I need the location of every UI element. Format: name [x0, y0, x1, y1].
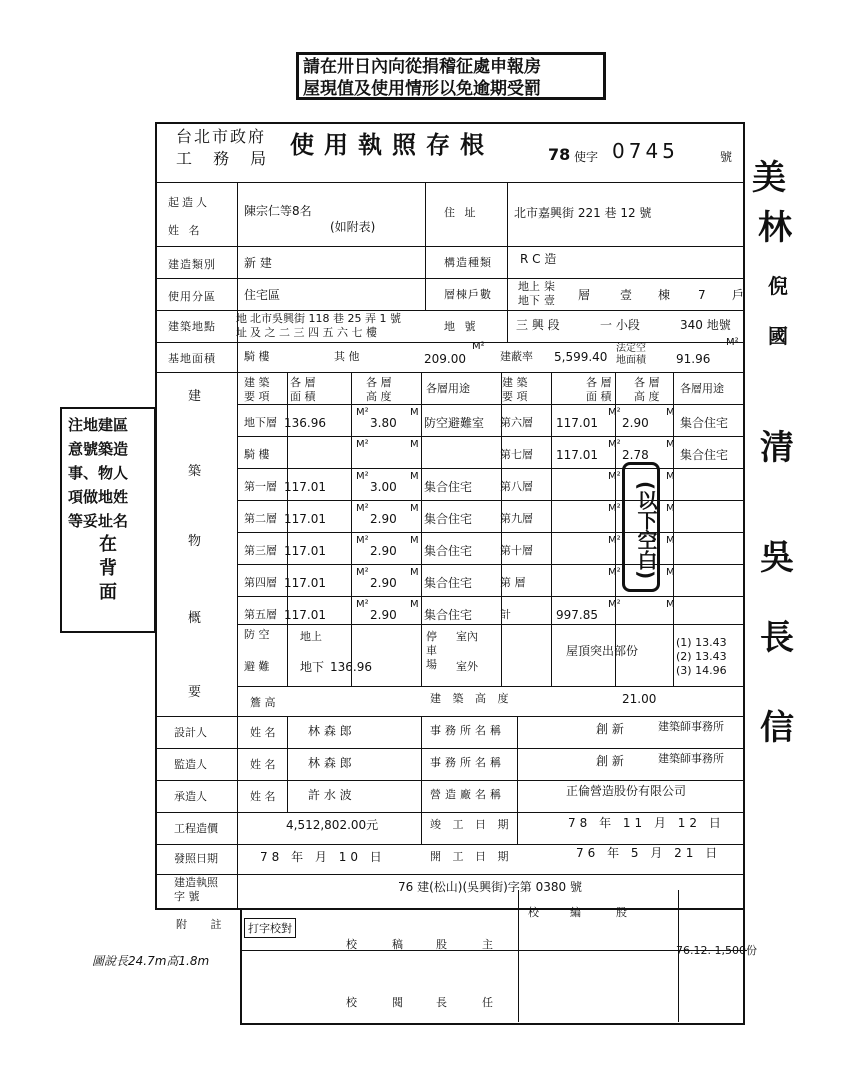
floor-name: 第六層	[500, 416, 533, 429]
typist-check: 打字校對	[244, 918, 296, 938]
unit-m2: M²	[356, 599, 369, 610]
location-prefix: 地	[236, 312, 247, 325]
unit-m2: M²	[472, 341, 485, 352]
handwriting-char: 林	[758, 208, 792, 248]
office-label: 事務所名稱	[430, 724, 505, 737]
building-type: 新 建	[244, 256, 272, 270]
below-ground: 地下	[518, 294, 540, 307]
doc-title: 使用執照存根	[290, 131, 494, 159]
contractor-company: 正倫營造股份有限公司	[566, 784, 687, 798]
check-cell: 稿	[392, 938, 403, 951]
check-cell: 主	[482, 938, 493, 951]
applicant-note: (如附表)	[330, 220, 376, 234]
building-height-label: 建 築 高 度	[430, 692, 513, 705]
unit-m: M	[410, 599, 419, 610]
floor-area: 117.01	[284, 608, 326, 622]
side-note-tail: 在	[99, 534, 117, 555]
floor-area: 117.01	[556, 416, 598, 430]
shelter-label: 防 空	[244, 628, 270, 641]
complete-label: 竣 工 日 期	[430, 818, 513, 831]
handwriting-char: 倪	[768, 274, 788, 298]
floor-area: 117.01	[284, 544, 326, 558]
floor-area: 997.85	[556, 608, 598, 622]
unit-word: 戶	[732, 288, 745, 302]
unit-m2: M²	[608, 535, 621, 546]
shelter-above: 地上	[300, 630, 322, 643]
floor-height: 3.00	[370, 480, 397, 494]
start-date: 76 年 5 月 21 日	[576, 846, 722, 860]
floor-height: 3.80	[370, 416, 397, 430]
unit-m: M	[666, 599, 675, 610]
legal-area-label: 法定空	[616, 343, 646, 354]
permit-label: 建造執照	[174, 876, 218, 889]
floor-use: 集合住宅	[424, 576, 473, 590]
legal-area: 91.96	[676, 352, 711, 366]
handwriting-char: 長	[760, 618, 794, 658]
blank-stamp: (以下空白)	[622, 462, 660, 592]
lot-district: 三 興 段	[516, 318, 560, 332]
side-note-line: 項做地姓	[68, 488, 129, 506]
notice-line-2: 屋現值及使用情形以免逾期受罰	[303, 79, 541, 99]
floors-header: 要 項	[244, 390, 270, 403]
location-address-2: 及 之 二 三 四 五 六 七 樓	[250, 326, 377, 339]
floor-use: 集合住宅	[424, 512, 473, 526]
floor-name: 地下層	[244, 416, 277, 429]
supervisor-label: 監造人	[174, 758, 207, 771]
applicant-name: 陳宗仁等8名	[244, 204, 312, 218]
unit-m: M	[666, 439, 675, 450]
handwriting-char: 吳	[760, 538, 794, 578]
floors-header: 各層用途	[426, 382, 470, 395]
applicant-label: 起造人	[168, 196, 210, 209]
permit-type: 使字	[574, 150, 599, 164]
designer-name: 林 森 郎	[308, 724, 352, 738]
supervisor-office: 創 新	[596, 754, 624, 768]
coverage-label: 建蔽率	[500, 350, 533, 363]
floors-header: 各 層	[634, 376, 660, 389]
building-count: 壹	[620, 288, 633, 302]
permit-value: 76 建(松山)(吳興街)字第 0380 號	[398, 880, 582, 894]
check-cell: 校	[346, 938, 357, 951]
lot-number: 340 地號	[680, 318, 731, 332]
other-label: 其 他	[334, 350, 360, 363]
side-note-tail: 背	[99, 558, 117, 579]
floor-name: 第一層	[244, 480, 277, 493]
permit-year: 78	[548, 145, 571, 164]
permit-suffix: 號	[720, 150, 733, 164]
vertical-label-char: 物	[188, 534, 202, 549]
shelter-label: 避 難	[244, 660, 270, 673]
floor-use: 集合住宅	[424, 608, 473, 622]
cost-label: 工程造價	[174, 822, 218, 835]
floor-area: 117.01	[284, 576, 326, 590]
eaves-label: 簷 高	[250, 696, 276, 709]
building-type-label: 建造類別	[168, 258, 216, 271]
office-label: 事務所名稱	[430, 756, 505, 769]
coverage-value: 5,599.40	[554, 350, 608, 364]
floor-name: 第九層	[500, 512, 533, 525]
handwriting-char: 國	[768, 324, 788, 348]
unit-m2: M²	[356, 439, 369, 450]
vertical-label-char: 概	[188, 611, 202, 626]
floor-use: 防空避難室	[424, 416, 485, 430]
unit-m2: M²	[608, 599, 621, 610]
shelter-below: 地下	[300, 660, 325, 674]
side-note-tail: 面	[99, 582, 117, 603]
vertical-label-char: 要	[188, 685, 202, 700]
applicant-address: 北市嘉興街 221 巷 12 號	[514, 206, 652, 220]
vertical-label-char: 築	[188, 464, 202, 479]
floor-name: 騎 樓	[244, 448, 270, 461]
lower-cell: 閱	[392, 996, 403, 1009]
footer-note: 圖說長24.7m高1.8m	[92, 954, 210, 968]
issue-date: 78 年 月 10 日	[260, 850, 386, 864]
floors-below: 壹	[544, 294, 555, 307]
supervisor-name: 林 森 郎	[308, 756, 352, 770]
unit-m: M	[666, 535, 675, 546]
site-area-label: 基地面積	[168, 352, 216, 365]
lower-cell: 任	[482, 996, 493, 1009]
floor-name: 計	[500, 608, 511, 621]
company-label: 營造廠名稱	[430, 788, 505, 801]
designer-office-suffix: 建築師事務所	[658, 720, 724, 733]
permit-number: 0745	[612, 139, 679, 163]
org-line-2: 工 務 局	[176, 149, 275, 168]
floors-header: 面 積	[586, 390, 612, 403]
unit-m: M	[666, 503, 675, 514]
check-col: 編	[570, 906, 581, 919]
applicant-name-label: 姓 名	[168, 224, 203, 237]
floors-header: 各 層	[586, 376, 612, 389]
unit-m: M	[666, 471, 675, 482]
use-zone-label: 使用分區	[168, 290, 216, 303]
unit-m2: M²	[608, 407, 621, 418]
unit-m: M	[410, 503, 419, 514]
name-label: 姓 名	[250, 758, 276, 771]
check-col: 校	[528, 906, 539, 919]
floor-area: 117.01	[556, 448, 598, 462]
floors-header: 各 層	[366, 376, 392, 389]
floors-header: 各 層	[290, 376, 316, 389]
unit-m: M	[410, 535, 419, 546]
floor-name: 第二層	[244, 512, 277, 525]
above-ground: 地上	[518, 280, 540, 293]
unit-m2: M²	[608, 439, 621, 450]
designer-office: 創 新	[596, 722, 624, 736]
contractor-name: 許 水 波	[308, 788, 352, 802]
vertical-label-char: 建	[188, 389, 202, 404]
side-note-line: 意號築造	[68, 440, 129, 458]
start-label: 開 工 日 期	[430, 850, 513, 863]
structure-type: R C 造	[520, 252, 557, 266]
floor-height: 2.90	[370, 608, 397, 622]
unit-m: M	[666, 407, 675, 418]
floor-use: 集合住宅	[424, 544, 473, 558]
floors-header: 建 築	[244, 376, 270, 389]
floor-name: 第三層	[244, 544, 277, 557]
floors-count-label: 層棟戶數	[444, 288, 492, 301]
side-note-line: 注地建區	[68, 416, 129, 434]
households: 7	[698, 288, 706, 302]
floors-header: 各層用途	[680, 382, 724, 395]
name-label: 姓 名	[250, 726, 276, 739]
unit-m2: M²	[356, 471, 369, 482]
floors-above: 柒	[544, 280, 555, 293]
complete-date: 78 年 11 月 12 日	[568, 816, 725, 830]
unit-m2: M²	[608, 567, 621, 578]
location-prefix: 址	[236, 326, 247, 339]
contractor-label: 承造人	[174, 790, 207, 803]
supervisor-office-suffix: 建築師事務所	[658, 752, 724, 765]
building-height: 21.00	[622, 692, 657, 706]
floor-use: 集合住宅	[424, 480, 473, 494]
permit-label: 字 號	[174, 890, 200, 903]
building-word: 棟	[658, 288, 671, 302]
roof-label: 屋頂突出部份	[566, 644, 639, 658]
parking-outdoor: 室外	[456, 660, 478, 673]
unit-m2: M²	[608, 503, 621, 514]
floor-name: 第四層	[244, 576, 277, 589]
cost-value: 4,512,802.00元	[286, 818, 379, 832]
roof-area-2: (2) 13.43	[676, 650, 727, 663]
org-line-1: 台北市政府	[176, 127, 267, 146]
unit-m: M	[410, 471, 419, 482]
floor-name: 第五層	[244, 608, 277, 621]
floor-height: 2.78	[622, 448, 649, 462]
roof-area-1: (1) 13.43	[676, 636, 727, 649]
unit-m: M	[666, 567, 675, 578]
parking-indoor: 室內	[456, 630, 478, 643]
floor-name: 第八層	[500, 480, 533, 493]
unit-m2: M²	[356, 535, 369, 546]
remarks-label: 附 註	[176, 918, 232, 931]
handwriting-char: 美	[752, 158, 786, 198]
floor-height: 2.90	[622, 416, 649, 430]
lower-cell: 長	[436, 996, 447, 1009]
floors-header: 建 築	[502, 376, 528, 389]
floor-area: 117.01	[284, 480, 326, 494]
side-note-line: 事、物人	[68, 464, 129, 482]
floor-height: 2.90	[370, 544, 397, 558]
unit-m2: M²	[726, 337, 739, 348]
shelter-below-area: 136.96	[330, 660, 372, 674]
parking-label: 停車場	[426, 630, 437, 671]
issue-label: 發照日期	[174, 852, 218, 865]
use-zone: 住宅區	[244, 288, 281, 302]
location-address-1: 北市吳興街 118 巷 25 弄 1 號	[250, 312, 401, 325]
floor-height: 2.90	[370, 512, 397, 526]
lot-label: 地 號	[444, 320, 479, 333]
lot-section: 一 小段	[600, 318, 640, 332]
check-cell: 股	[436, 938, 447, 951]
unit-m2: M²	[356, 503, 369, 514]
notice-line-1: 請在卅日內向從捐稽征處申報房	[303, 57, 541, 77]
handwriting-char: 信	[760, 708, 794, 748]
lower-cell: 校	[346, 996, 357, 1009]
floors-header: 高 度	[634, 390, 660, 403]
print-run: 76.12. 1,500份	[676, 944, 757, 957]
arcade-label: 騎 樓	[244, 350, 270, 363]
side-note-line: 等妥址名	[68, 512, 129, 530]
floor-name: 第七層	[500, 448, 533, 461]
floor-height: 2.90	[370, 576, 397, 590]
notice-box	[296, 52, 606, 100]
roof-area-3: (3) 14.96	[676, 664, 727, 677]
floors-header: 要 項	[502, 390, 528, 403]
site-area: 209.00	[424, 352, 466, 366]
floors-header: 面 積	[290, 390, 316, 403]
unit-m: M	[410, 407, 419, 418]
legal-area-label: 地面積	[616, 355, 646, 366]
unit-m2: M²	[356, 407, 369, 418]
floor-area: 117.01	[284, 512, 326, 526]
location-label: 建築地點	[168, 320, 216, 333]
unit-m2: M²	[608, 471, 621, 482]
unit-m: M	[410, 439, 419, 450]
floors-header: 高 度	[366, 390, 392, 403]
floor-name: 第十層	[500, 544, 533, 557]
address-label: 住 址	[444, 206, 479, 219]
side-note	[60, 407, 156, 633]
floor-use: 集合住宅	[680, 448, 729, 462]
floor-word: 層	[578, 288, 591, 302]
unit-m2: M²	[356, 567, 369, 578]
floor-use: 集合住宅	[680, 416, 729, 430]
handwriting-char: 清	[760, 428, 794, 468]
designer-label: 設計人	[174, 726, 207, 739]
floor-area: 136.96	[284, 416, 326, 430]
check-col: 股	[616, 906, 627, 919]
structure-label: 構造種類	[444, 256, 492, 269]
unit-m: M	[410, 567, 419, 578]
floor-name: 第 層	[500, 576, 526, 589]
name-label: 姓 名	[250, 790, 276, 803]
